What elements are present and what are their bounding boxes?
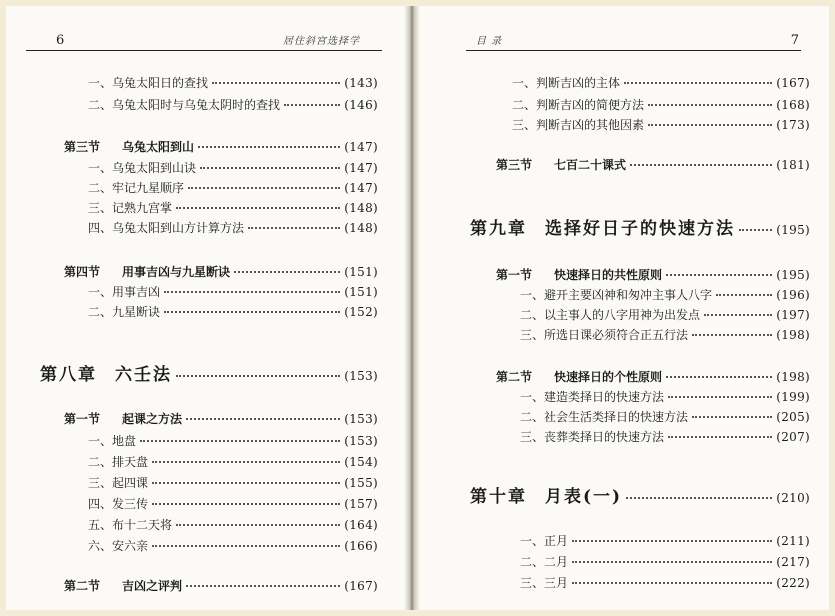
toc-section [64, 579, 378, 593]
entry-page: (154) [344, 455, 378, 469]
toc-section [496, 158, 810, 172]
left-page [6, 6, 404, 610]
entry-page: (196) [776, 288, 810, 302]
toc-entry [512, 76, 810, 90]
section-title: 七百二十课式 [554, 158, 627, 172]
leader-dots [152, 503, 340, 505]
leader-dots [164, 291, 340, 293]
toc-entry [88, 434, 378, 448]
leader-dots [152, 482, 340, 484]
section-title: 用事吉凶与九星断诀 [122, 265, 231, 279]
leader-dots [198, 146, 340, 148]
toc-entry [520, 430, 810, 444]
leader-dots [668, 436, 772, 438]
entry-page: (157) [344, 497, 378, 511]
entry-page: (147) [344, 140, 378, 154]
entry-page: (210) [776, 491, 810, 505]
entry-title: 二、以主事人的八字用神为出发点 [520, 308, 701, 322]
toc-entry [88, 305, 378, 319]
toc-entry [512, 118, 810, 132]
entry-title: 三、所选日课必须符合正五行法 [520, 328, 689, 342]
chapter-number: 第十章 [470, 487, 527, 507]
leader-dots [666, 376, 772, 378]
toc-entry [520, 555, 810, 569]
page-number: 7 [790, 33, 799, 48]
chapter-title: 六壬法 [115, 365, 172, 385]
leader-dots [572, 561, 772, 563]
entry-page: (147) [344, 181, 378, 195]
leader-dots [284, 104, 340, 106]
entry-page: (211) [776, 534, 810, 548]
toc-entry [88, 497, 378, 511]
toc-entry [512, 98, 810, 112]
running-title: 目 录 [476, 36, 503, 47]
section-number: 第一节 [496, 268, 533, 282]
chapter-title: 选择好日子的快速方法 [545, 219, 735, 239]
entry-page: (153) [344, 434, 378, 448]
leader-dots [188, 187, 340, 189]
entry-title: 三、判断吉凶的其他因素 [512, 118, 645, 132]
toc-entry [88, 476, 378, 490]
entry-title: 一、乌兔太阳日的查找 [88, 76, 209, 90]
entry-title: 一、判断吉凶的主体 [512, 76, 621, 90]
leader-dots [648, 104, 772, 106]
entry-page: (148) [344, 201, 378, 215]
entry-page: (153) [344, 369, 378, 383]
chapter-title: 月表(一) [545, 487, 623, 507]
toc-entry [520, 390, 810, 404]
entry-page: (195) [776, 268, 810, 282]
entry-title: 一、地盘 [88, 434, 137, 448]
leader-dots [704, 314, 772, 316]
entry-page: (148) [344, 221, 378, 235]
entry-page: (153) [344, 412, 378, 426]
section-title: 乌兔太阳到山 [122, 140, 195, 154]
leader-dots [739, 229, 772, 231]
right-page [420, 6, 829, 610]
section-number: 第三节 [64, 140, 101, 154]
entry-title: 三、丧葬类择日的快速方法 [520, 430, 665, 444]
entry-page: (217) [776, 555, 810, 569]
entry-page: (146) [344, 98, 378, 112]
toc-entry [88, 539, 378, 553]
section-title: 快速择日的个性原则 [554, 370, 663, 384]
entry-title: 一、避开主要凶神和匆冲主事人八字 [520, 288, 713, 302]
entry-page: (164) [344, 518, 378, 532]
book-gutter [404, 6, 420, 610]
entry-page: (151) [344, 265, 378, 279]
leader-dots [176, 524, 340, 526]
toc-entry [88, 518, 378, 532]
entry-page: (168) [776, 98, 810, 112]
toc-entry [88, 455, 378, 469]
toc-entry [520, 308, 810, 322]
entry-page: (151) [344, 285, 378, 299]
entry-page: (197) [776, 308, 810, 322]
leader-dots [176, 207, 340, 209]
section-title: 起课之方法 [122, 412, 183, 426]
entry-title: 六、安六亲 [88, 539, 149, 553]
leader-dots [176, 375, 340, 377]
entry-title: 一、用事吉凶 [88, 285, 161, 299]
entry-page: (207) [776, 430, 810, 444]
entry-title: 四、发三传 [88, 497, 149, 511]
leader-dots [186, 585, 340, 587]
entry-title: 四、乌兔太阳到山方计算方法 [88, 221, 245, 235]
entry-title: 二、二月 [520, 555, 569, 569]
leader-dots [572, 540, 772, 542]
entry-page: (167) [776, 76, 810, 90]
toc-entry [520, 576, 810, 590]
left-page-header [26, 28, 382, 51]
toc-chapter [40, 365, 378, 385]
entry-page: (205) [776, 410, 810, 424]
leader-dots [572, 582, 772, 584]
entry-page: (173) [776, 118, 810, 132]
entry-page: (155) [344, 476, 378, 490]
leader-dots [624, 82, 772, 84]
toc-entry [88, 181, 378, 195]
book-spread [6, 6, 829, 610]
entry-title: 三、三月 [520, 576, 569, 590]
leader-dots [234, 271, 340, 273]
leader-dots [186, 418, 340, 420]
toc-entry [88, 161, 378, 175]
leader-dots [648, 124, 772, 126]
toc-entry [520, 328, 810, 342]
entry-title: 一、正月 [520, 534, 569, 548]
entry-title: 三、记熟九宫掌 [88, 201, 173, 215]
leader-dots [200, 167, 340, 169]
leader-dots [716, 294, 772, 296]
section-number: 第四节 [64, 265, 101, 279]
leader-dots [152, 461, 340, 463]
toc-section [496, 268, 810, 282]
toc-entry [520, 410, 810, 424]
entry-title: 一、乌兔太阳到山诀 [88, 161, 197, 175]
leader-dots [626, 497, 772, 499]
leader-dots [630, 164, 772, 166]
section-number: 第二节 [64, 579, 101, 593]
entry-page: (147) [344, 161, 378, 175]
entry-page: (143) [344, 76, 378, 90]
leader-dots [164, 311, 340, 313]
section-number: 第一节 [64, 412, 101, 426]
entry-page: (198) [776, 328, 810, 342]
leader-dots [666, 274, 772, 276]
toc-entry [88, 98, 378, 112]
toc-chapter [470, 487, 810, 507]
entry-title: 五、布十二天将 [88, 518, 173, 532]
leader-dots [692, 334, 772, 336]
running-title: 居住斜宫选择学 [283, 36, 360, 47]
toc-entry [88, 201, 378, 215]
toc-entry [88, 221, 378, 235]
toc-section [496, 370, 810, 384]
entry-page: (198) [776, 370, 810, 384]
toc-entry [520, 534, 810, 548]
entry-page: (181) [776, 158, 810, 172]
entry-title: 二、牢记九星顺序 [88, 181, 185, 195]
entry-page: (199) [776, 390, 810, 404]
leader-dots [152, 545, 340, 547]
toc-section [64, 412, 378, 426]
section-title: 快速择日的共性原则 [554, 268, 663, 282]
section-number: 第三节 [496, 158, 533, 172]
section-title: 吉凶之评判 [122, 579, 183, 593]
toc-section [64, 140, 378, 154]
entry-title: 一、建造类择日的快速方法 [520, 390, 665, 404]
toc-entry [520, 288, 810, 302]
entry-page: (166) [344, 539, 378, 553]
entry-title: 二、社会生活类择日的快速方法 [520, 410, 689, 424]
leader-dots [140, 440, 340, 442]
entry-page: (167) [344, 579, 378, 593]
entry-page: (152) [344, 305, 378, 319]
leader-dots [692, 416, 772, 418]
chapter-number: 第八章 [40, 365, 97, 385]
leader-dots [248, 227, 340, 229]
toc-section [64, 265, 378, 279]
entry-title: 二、乌兔太阳时与乌兔太阴时的查找 [88, 98, 281, 112]
leader-dots [668, 396, 772, 398]
page-number: 6 [56, 33, 65, 48]
entry-title: 二、九星断诀 [88, 305, 161, 319]
leader-dots [212, 82, 340, 84]
entry-page: (195) [776, 223, 810, 237]
entry-page: (222) [776, 576, 810, 590]
right-page-header [466, 28, 801, 51]
section-number: 第二节 [496, 370, 533, 384]
entry-title: 二、判断吉凶的简便方法 [512, 98, 645, 112]
chapter-number: 第九章 [470, 219, 527, 239]
entry-title: 三、起四课 [88, 476, 149, 490]
toc-entry [88, 285, 378, 299]
toc-entry [88, 76, 378, 90]
toc-chapter [470, 219, 810, 239]
entry-title: 二、排天盘 [88, 455, 149, 469]
